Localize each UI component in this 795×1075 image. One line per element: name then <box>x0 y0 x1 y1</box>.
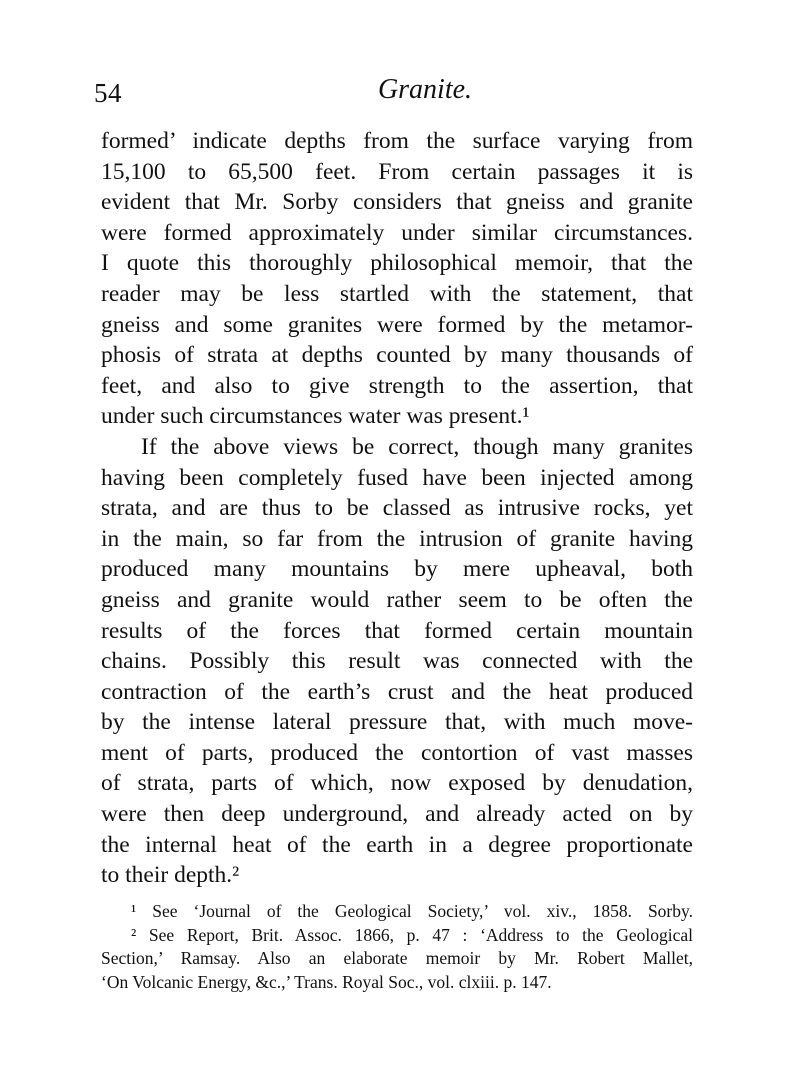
text-line: were then deep underground, and already acted on by <box>101 801 693 828</box>
text-line: strata, and are thus to be classed as intrusive rocks, yet <box>101 495 693 522</box>
footnote-2 <box>101 924 693 995</box>
text-line: by the intense lateral pressure that, with much move- <box>101 709 693 736</box>
text-line: gneiss and granite would rather seem to be often the <box>101 586 693 613</box>
running-title: Granite. <box>377 74 473 105</box>
text-line: results of the forces that formed certain mountain <box>101 617 693 644</box>
text-line: chains. Possibly this result was connected with the <box>101 648 693 675</box>
text-line: of strata, parts of which, now exposed by denudation, <box>101 770 693 797</box>
text-line: having been completely fused have been injected among <box>101 464 693 491</box>
footnote-line: ² See Report, Brit. Assoc. 1866, p. 47 : ‘Address to the Geological <box>131 924 693 945</box>
footnote-line: ‘On Volcanic Energy, &c.,’ Trans. Royal Soc., vol. clxiii. p. 147. <box>101 971 552 992</box>
text-line: I quote this thoroughly philosophical memoir, that the <box>101 250 693 277</box>
text-line: the internal heat of the earth in a degree proportionate <box>101 831 693 858</box>
text-line: produced many mountains by mere upheaval, both <box>101 556 693 583</box>
text-line: under such circumstances water was present.¹ <box>101 403 530 430</box>
text-line: formed’ indicate depths from the surface varying from <box>101 128 693 154</box>
text-line: were formed approximately under similar circumstances. <box>101 219 693 246</box>
text-line: gneiss and some granites were formed by the metamor- <box>101 311 693 338</box>
text-line: reader may be less startled with the statement, that <box>101 280 693 307</box>
text-line: phosis of strata at depths counted by many thousands of <box>101 342 693 369</box>
text-line: to their depth.² <box>101 862 240 889</box>
text-line: If the above views be correct, though many granites <box>141 433 693 460</box>
paragraph-2 <box>101 432 693 891</box>
paragraph-1 <box>101 126 693 432</box>
body-text <box>101 126 693 891</box>
text-line: 15,100 to 65,500 feet. From certain passages it is <box>101 158 693 185</box>
page-number: 54 <box>94 78 122 108</box>
footnote-line: Section,’ Ramsay. Also an elaborate memoir by Mr. Robert Mallet, <box>101 948 693 968</box>
page-header <box>90 74 700 114</box>
text-line: contraction of the earth’s crust and the heat produced <box>101 678 693 705</box>
text-line: feet, and also to give strength to the assertion, that <box>101 372 693 399</box>
footnotes <box>101 900 693 994</box>
footnote-1 <box>101 900 693 924</box>
footnote-line: ¹ See ‘Journal of the Geological Society,’ vol. xiv., 1858. Sorby. <box>131 901 693 921</box>
text-line: evident that Mr. Sorby considers that gneiss and granite <box>101 189 693 216</box>
text-line: ment of parts, produced the contortion of vast masses <box>101 739 693 766</box>
text-line: in the main, so far from the intrusion of granite having <box>101 525 693 552</box>
